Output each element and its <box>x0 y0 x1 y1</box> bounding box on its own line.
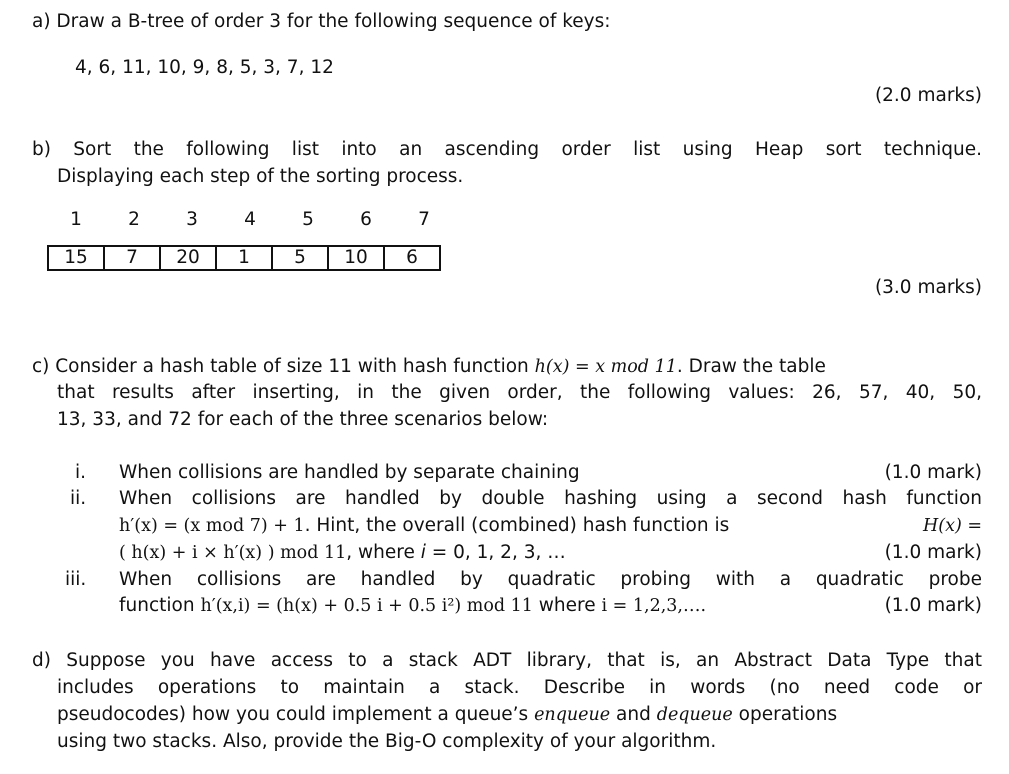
item-ii-line2: h′(x) = (x mod 7) + 1. Hint, the overall (combined) hash function is <box>119 515 730 536</box>
array-cell: 1 <box>216 246 272 270</box>
index: 1 <box>70 209 82 230</box>
index: 6 <box>360 209 372 230</box>
array-cell: 10 <box>328 246 384 270</box>
item-iii-line1: When collisions are handled by quadratic probing with a quadratic probe <box>119 569 982 590</box>
index: 5 <box>302 209 314 230</box>
array-cell: 5 <box>272 246 328 270</box>
item-ii-line3: ( h(x) + i × h′(x) ) mod 11, where i = 0, 1, 2, 3, … <box>119 542 566 563</box>
marks-a: (2.0 marks) <box>874 85 982 106</box>
marks-b: (3.0 marks) <box>874 277 982 298</box>
question-b-line1: b) Sort the following list into an ascending order list using Heap sort technique. <box>32 139 982 160</box>
index: 7 <box>418 209 430 230</box>
question-b-line2: Displaying each step of the sorting process. <box>57 166 464 187</box>
array-cell: 6 <box>384 246 440 270</box>
hash-function: h(x) = x mod 11 <box>534 357 677 377</box>
question-a-text: a) Draw a B-tree of order 3 for the following sequence of keys: <box>32 11 611 32</box>
question-d-line3: pseudocodes) how you could implement a queue’s enqueue and dequeue operations <box>57 704 838 725</box>
item-iii-label: iii. <box>65 569 87 590</box>
item-ii-line1: When collisions are handled by double hashing using a second hash function <box>119 488 982 509</box>
marks-c-iii: (1.0 mark) <box>884 595 982 616</box>
array-cell: 7 <box>104 246 160 270</box>
index: 2 <box>128 209 140 230</box>
combined-hash-label: H(x) = <box>922 516 982 536</box>
question-d-line4: using two stacks. Also, provide the Big-O complexity of your algorithm. <box>57 731 717 752</box>
marks-c-i: (1.0 mark) <box>884 462 982 483</box>
question-d-line1: d) Suppose you have access to a stack ADT library, that is, an Abstract Data Type that <box>32 650 982 671</box>
question-c-line3: 13, 33, and 72 for each of the three scenarios below: <box>57 409 549 430</box>
index: 3 <box>186 209 198 230</box>
question-c-line2: that results after inserting, in the given order, the following values: 26, 57, 40, 50, <box>57 382 982 403</box>
array-cell: 20 <box>160 246 216 270</box>
item-i-label: i. <box>75 462 87 483</box>
item-i-text: When collisions are handled by separate chaining <box>119 462 580 483</box>
key-sequence: 4, 6, 11, 10, 9, 8, 5, 3, 7, 12 <box>75 57 334 78</box>
question-c-line1: c) Consider a hash table of size 11 with hash function h(x) = x mod 11. Draw the table <box>32 356 826 377</box>
question-d-line2: includes operations to maintain a stack. Describe in words (no need code or <box>57 677 982 698</box>
item-iii-line2: function h′(x,i) = (h(x) + 0.5 i + 0.5 i²) mod 11 where i = 1,2,3,…. <box>119 595 707 616</box>
array-table <box>47 245 441 271</box>
item-ii-label: ii. <box>70 488 87 509</box>
array-cell: 15 <box>48 246 104 270</box>
index: 4 <box>244 209 256 230</box>
marks-c-ii: (1.0 mark) <box>884 542 982 563</box>
